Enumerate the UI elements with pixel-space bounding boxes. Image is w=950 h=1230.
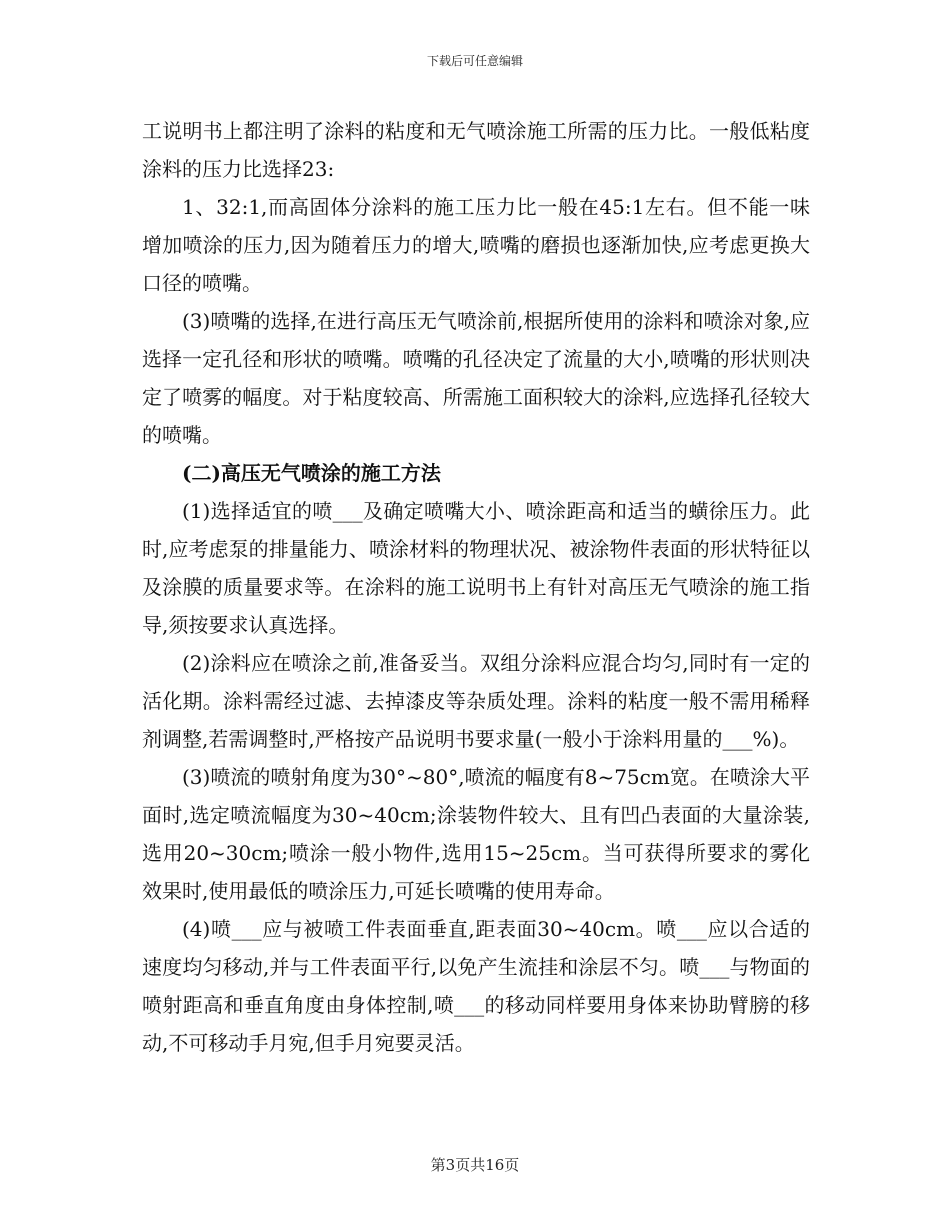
section-heading: (二)高压无气喷涂的施工方法 — [182, 461, 441, 485]
paragraph: (4)喷___应与被喷工件表面垂直,距表面30~40cm。喷___应以合适的速度均匀移动,并与工件表面平行,以免产生流挂和涂层不匀。喷___与物面的喷射距高和垂直角度由身体控制,喷___的移动同样要用身体来协助臂膀的移动,不可移动手月宛,但手月宛要灵活。 — [142, 917, 810, 1055]
paragraph: 工说明书上都注明了涂料的粘度和无气喷涂施工所需的压力比。一般低粘度涂料的压力比选择23: — [142, 119, 810, 181]
page-number: 第3页共16页 — [430, 1156, 520, 1174]
paragraph: (3)喷流的喷射角度为30°~80°,喷流的幅度有8~75cm宽。在喷涂大平面时,选定喷流幅度为30~40cm;涂装物件较大、且有凹凸表面的大量涂装,选用20~30cm;喷涂一般小物件,选用15~25cm。当可获得所要求的雾化效果时,使用最低的喷涂压力,可延长喷嘴的使用寿命。 — [142, 765, 810, 903]
document-body — [142, 112, 810, 1062]
paragraph: 1、32:1,而高固体分涂料的施工压力比一般在45:1左右。但不能一味增加喷涂的压力,因为随着压力的增大,喷嘴的磨损也逐渐加快,应考虑更换大口径的喷嘴。 — [142, 195, 810, 295]
page-header: 下载后可任意编辑 — [426, 54, 523, 68]
paragraph: (3)喷嘴的选择,在进行高压无气喷涂前,根据所使用的涂料和喷涂对象,应选择一定孔径和形状的喷嘴。喷嘴的孔径决定了流量的大小,喷嘴的形状则决定了喷雾的幅度。对于粘度较高、所需施工面积较大的涂料,应选择孔径较大的喷嘴。 — [142, 309, 810, 447]
paragraph: (1)选择适宜的喷___及确定喷嘴大小、喷涂距高和适当的蟥徐压力。此时,应考虑泵的排量能力、喷涂材料的物理状况、被涂物件表面的形状特征以及涂膜的质量要求等。在涂料的施工说明书上有针对高压无气喷涂的施工指导,须按要求认真选择。 — [142, 499, 810, 637]
paragraph: (2)涂料应在喷涂之前,准备妥当。双组分涂料应混合均匀,同时有一定的活化期。涂料需经过滤、去掉漆皮等杂质处理。涂料的粘度一般不需用稀释剂调整,若需调整时,严格按产品说明书要求量(一般小于涂料用量的___%)。 — [142, 651, 810, 751]
